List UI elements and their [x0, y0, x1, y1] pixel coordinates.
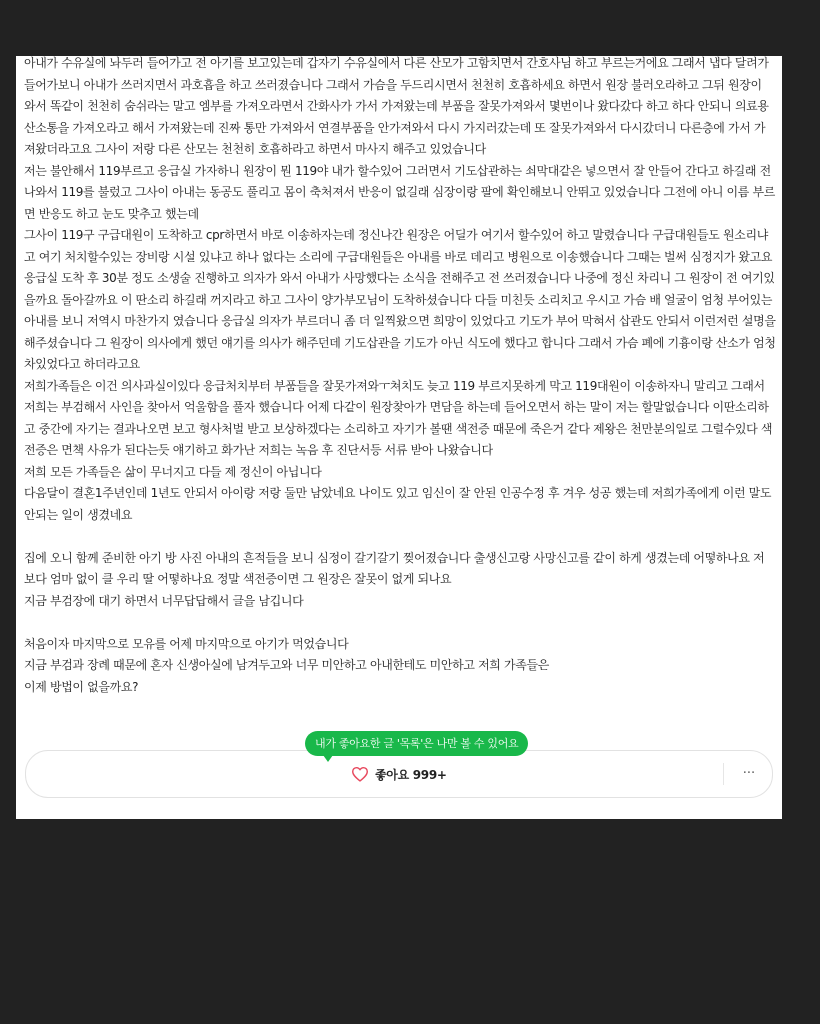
post-paragraph: 지금 부검장에 대기 하면서 너무답답해서 글을 남깁니다 — [24, 593, 304, 608]
like-count-label: 좋아요 999+ — [375, 767, 447, 782]
post-paragraph: 저희 모든 가족들은 삶이 무너지고 다들 제 정신이 아닙니다 — [24, 464, 322, 479]
post-paragraph: 저희가족들은 이건 의사과실이있다 응급처치부터 부품들을 잘못가져와ㅜ쳐치도 늦고 119 부르지못하게 막고 119대원이 이송하자니 말리고 그래서 저희는 부검해서 사인을 찾아서 억울함을 풀자 했습니다 어제 다같이 원장찾아가 면담을 하는데 들어오면서 하는 말이 저는 할말없습니다 이딴소리하고 중간에 자기는 결과나오면 보고 형사처벌 받고 보상하겠다는 소리하고 자기가 볼땐 색전증 때문에 죽은거 같다 제왕은 천만분의일로 그럴수있다 색전증은 면책 사유가 된다는듯 얘기하고 화가난 저희는 녹음 후 진단서등 서류 받아 나왔습니다 — [24, 378, 773, 457]
divider — [723, 763, 724, 785]
like-list-tooltip — [305, 731, 528, 756]
tooltip-tail — [323, 755, 333, 762]
post-paragraph: 아내가 수유실에 놔두러 들어가고 전 아기를 보고있는데 갑자기 수유실에서 다른 산모가 고함치면서 간호사님 하고 부르는거에요 그래서 냅다 달려가 들어가보니 아내가 쓰러지면서 과호흡을 하고 쓰러졌습니다 그래서 가슴을 두드리시면서 천천히 호흡하세요 하면서 원장 불러오라하고 그뒤 원장이 와서 똑같이 천천히 숨쉬라는 말고 엠부를 가져오라면서 간화사가 가서 가져왔는데 부품을 잘못가져와서 몇번이나 왔다갔다 하고 하다 안되니 의료용 산소통을 가져오라고 해서 가져왔는데 진짜 통만 가져와서 연결부품을 안가져와서 다시 가지러갔는데 또 잘못가져와서 다시갔더니 다른층에 가서 가져왔더라고요 그사이 저랑 다른 산모는 천천히 호흡하라고 하면서 마사지 해주고 있었습니다 — [24, 56, 769, 156]
like-bar — [25, 750, 773, 798]
post-body — [24, 56, 776, 698]
tooltip-text: 내가 좋아요한 글 '목록'은 나만 볼 수 있어요 — [315, 737, 519, 750]
post-paragraph: 저는 불안해서 119부르고 응급실 가자하니 원장이 뭔 119야 내가 할수있어 그러면서 기도삽관하는 쇠막대같은 넣으면서 잘 안들어 간다고 하길래 전 나와서 119를 불렀고 그사이 아내는 동공도 풀리고 몸이 축처져서 반응이 없길래 심장이랑 팔에 확인해보니 안뛰고 있었습니다 그전에 아니 이름 부르면 반응도 하고 눈도 맞추고 했는데 — [24, 163, 775, 221]
post-paragraph: 다음달이 결혼1주년인데 1년도 안되서 아이랑 저랑 둘만 남았네요 나이도 있고 임신이 잘 안된 인공수정 후 겨우 성공 했는데 저희가족에게 이런 말도 안되는 일이 생겼네요 — [24, 486, 772, 522]
post-paragraph: 지금 부검과 장례 때문에 혼자 신생아실에 남겨두고와 너무 미안하고 아내한테도 미안하고 저희 가족들은 — [24, 658, 549, 672]
more-options-button[interactable]: ··· — [742, 766, 756, 781]
heart-outline-icon — [351, 766, 369, 782]
post-paragraph: 집에 오니 함께 준비한 아기 방 사진 아내의 흔적들을 보니 심정이 갈기갈기 찢어졌습니다 출생신고랑 사망신고를 같이 하게 생겼는데 어떻하나요 저 보다 엄마 없이 클 우리 딸 어떻하나요 정말 색전증이면 그 원장은 잘못이 없게 되나요 — [24, 550, 765, 586]
paragraph-spacer — [24, 612, 776, 634]
paragraph-spacer — [24, 526, 776, 548]
post-paragraph: 처음이자 마지막으로 모유를 어제 마지막으로 아기가 먹었습니다 — [24, 636, 349, 651]
post-paragraph: 이제 방법이 없을까요? — [24, 679, 139, 694]
post-paragraph: 그사이 119구 구급대원이 도착하고 cpr하면서 바로 이송하자는데 정신나간 원장은 어딜가 여기서 할수있어 하고 말렸습니다 구급대원들도 원소리냐고 여기 처치할수있는 장비랑 시설 있냐고 하나 없다는 소리에 구급대원들은 아내를 바로 데리고 병원으로 이송했습니다 그때는 벌써 심정지가 왔고요 — [24, 228, 773, 264]
like-button[interactable] — [351, 763, 447, 785]
post-page — [16, 56, 782, 819]
post-paragraph: 응급실 도착 후 30분 정도 소생술 진행하고 의자가 와서 아내가 사망했다는 소식을 전해주고 전 쓰러졌습니다 나중에 정신 차리니 그 원장이 전 여기있을까요 돌아갈까요 이 딴소리 하길래 꺼지라고 하고 그사이 양가부모님이 도착하셨습니다 다들 미친듯 소리치고 우시고 가슴 배 얼굴이 엄청 부어있는 아내를 보니 저역시 마찬가지 였습니다 응급실 의자가 부르더니 좀 더 일찍왔으면 희망이 있었다고 기도가 부어 막혀서 삽관도 안되서 이런저런 설명을 해주셨습니다 그 원장이 의사에게 했던 얘기를 의사가 해주던데 기도삽관을 기도가 아닌 식도에 했다고 합니다 그래서 가슴 폐에 기흉이랑 산소가 엄청 차있었다고 하더라고요 — [24, 271, 776, 371]
